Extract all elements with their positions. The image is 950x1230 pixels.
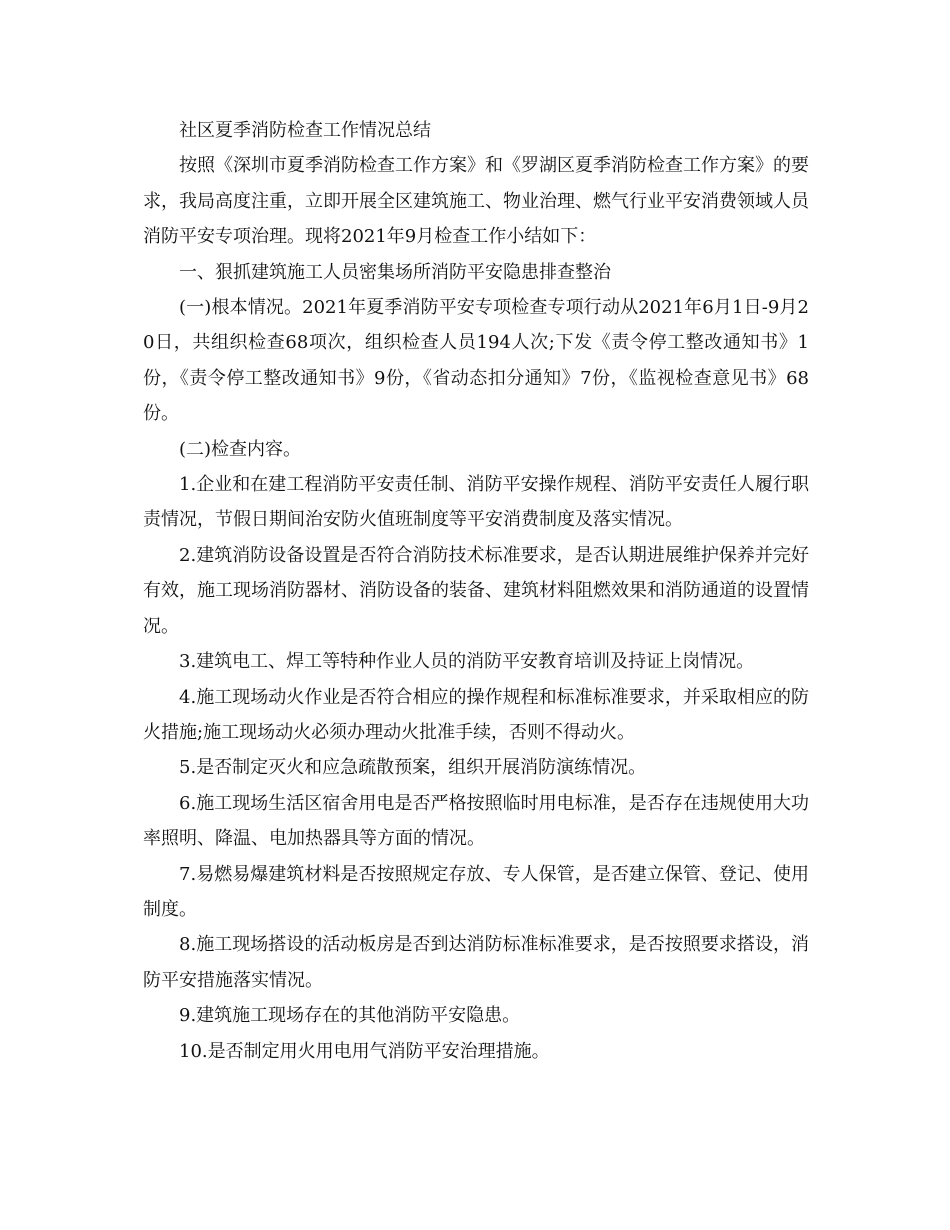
document-title: 社区夏季消防检查工作情况总结: [179, 120, 431, 141]
list-item-2: 2.建筑消防设备设置是否符合消防技术标准要求，是否认期进展维护保养并完好有效，施工现场消防器材、消防设备的装备、建筑材料阻燃效果和消防通道的设置情况。: [143, 544, 809, 637]
list-item-3: 3.建筑电工、焊工等特种作业人员的消防平安教育培训及持证上岗情况。: [179, 651, 755, 673]
list-item-5: 5.是否制定灭火和应急疏散预案，组织开展消防演练情况。: [179, 757, 647, 779]
document-body: [143, 113, 809, 1069]
list-item-4: 4.施工现场动火作业是否符合相应的操作规程和标准标准要求，并采取相应的防火措施;施工现场动火必须办理动火批准手续，否则不得动火。: [143, 686, 809, 743]
list-item-1: 1.企业和在建工程消防平安责任制、消防平安操作规程、消防平安责任人履行职责情况，节假日期间治安防火值班制度等平安消费制度及落实情况。: [143, 474, 809, 531]
list-item-9: 9.建筑施工现场存在的其他消防平安隐患。: [179, 1005, 521, 1027]
section-heading-1: 一、狠抓建筑施工人员密集场所消防平安隐患排查整治: [179, 261, 611, 283]
list-item-6: 6.施工现场生活区宿舍用电是否严格按照临时用电标准，是否存在违规使用大功率照明、降温、电加热器具等方面的情况。: [143, 792, 809, 850]
list-item-7: 7.易燃易爆建筑材料是否按照规定存放、专人保管，是否建立保管、登记、使用制度。: [143, 863, 809, 920]
paragraph-basic-situation: (一)根本情况。2021年夏季消防平安专项检查专项行动从2021年6月1日-9月20日，共组织检查68项次，组织检查人员194人次;下发《责令停工整改通知书》1份，《责令停工整改通知书》9份，《省动态扣分通知》7份，《监视检查意见书》68份。: [143, 297, 809, 425]
list-item-8: 8.施工现场搭设的活动板房是否到达消防标准标准要求，是否按照要求搭设，消防平安措施落实情况。: [143, 934, 809, 991]
paragraph-intro: 按照《深圳市夏季消防检查工作方案》和《罗湖区夏季消防检查工作方案》的要求，我局高度注重，立即开展全区建筑施工、物业治理、燃气行业平安消费领域人员消防平安专项治理。现将2021年9月检查工作小结如下：: [143, 155, 809, 248]
list-item-10: 10.是否制定用火用电用气消防平安治理措施。: [179, 1040, 550, 1062]
subsection-heading-inspection-content: (二)检查内容。: [179, 438, 302, 460]
